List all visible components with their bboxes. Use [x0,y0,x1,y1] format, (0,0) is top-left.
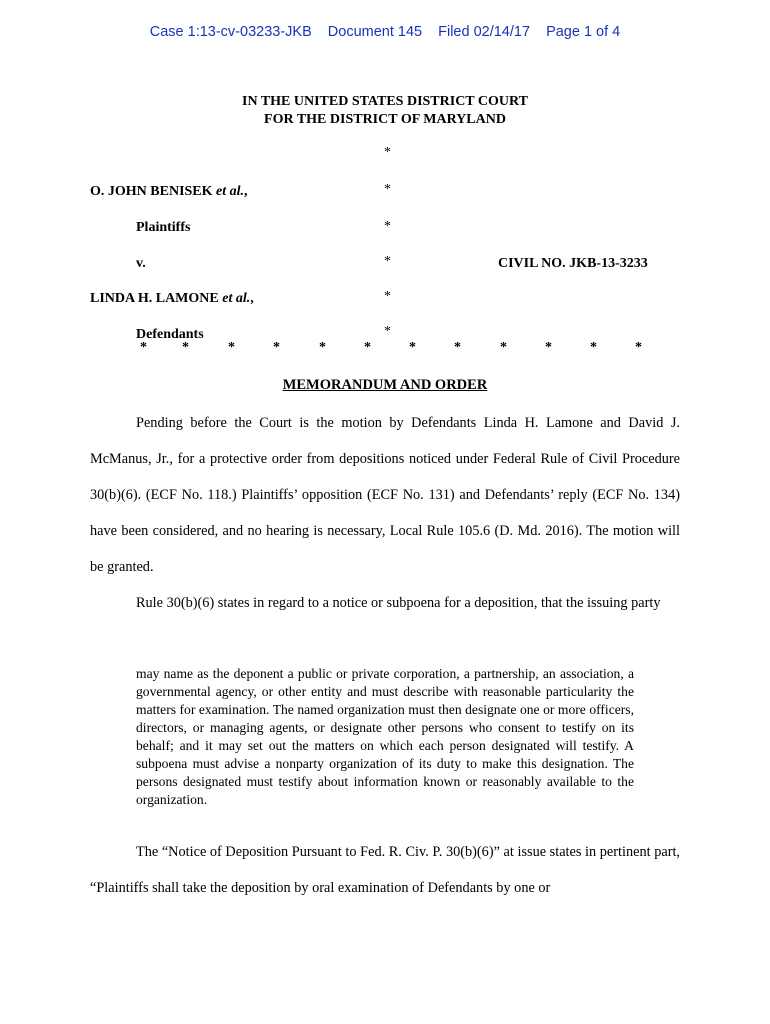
paragraph-1-text: Pending before the Court is the motion by Defendants Linda H. Lamone and David J. McManus, Jr., for a protective order from depositions noticed under Federal Rule of Civil Procedure 30(b)(6). (ECF No. 118.) Plaintiffs’ opposition (ECF No. 131) and Defendants’ reply (ECF No. 134) have been considered, and no hearing is necessary, Local Rule 105.6 (D. Md. 2016). The motion will be granted. [90,415,680,575]
case-number: Case 1:13-cv-03233-JKB [149,24,312,40]
caption-star: * [384,219,391,234]
page-number: Page 1 of 4 [546,24,621,40]
divider-star: * [635,340,642,355]
plaintiff-trail: , [244,184,248,199]
caption-star: * [384,289,391,304]
filed-date: Filed 02/14/17 [438,24,531,40]
caption-star: * [384,254,391,269]
defendant-trail: , [250,291,254,306]
divider-star: * [409,340,416,355]
divider-star: * [500,340,507,355]
divider-star: * [545,340,552,355]
court-line-1: IN THE UNITED STATES DISTRICT COURT [242,94,528,109]
defendant-name: LINDA H. LAMONE [90,291,219,306]
divider-star: * [590,340,597,355]
paragraph-1 [90,405,680,585]
caption-divider-stars [90,340,680,362]
divider-star: * [228,340,235,355]
plaintiff-name: O. JOHN BENISEK [90,184,213,199]
paragraph-2 [90,585,680,621]
civil-number: CIVIL NO. JKB-13-3233 [498,256,648,271]
court-line-2: FOR THE DISTRICT OF MARYLAND [264,112,506,127]
versus-label: v. [136,256,146,271]
defendant-etal: et al. [222,291,251,306]
paragraph-2-text: Rule 30(b)(6) states in regard to a notice or subpoena for a deposition, that the issuing party [136,595,661,611]
ecf-header [0,24,770,40]
court-heading [0,93,770,129]
paragraph-3-text: The “Notice of Deposition Pursuant to Fed. R. Civ. P. 30(b)(6)” at issue states in pertinent part, “Plaintiffs shall take the deposition by oral examination of Defendants by one or [90,844,680,896]
plaintiff-party [90,183,248,201]
plaintiffs-label: Plaintiffs [136,220,191,235]
caption-star: * [384,145,391,160]
divider-star: * [364,340,371,355]
document-number: Document 145 [327,24,423,40]
caption-star: * [384,324,391,339]
divider-star: * [319,340,326,355]
divider-star: * [454,340,461,355]
defendants-label: Defendants [136,327,204,342]
divider-star: * [273,340,280,355]
block-quote: may name as the deponent a public or private corporation, a partnership, an association, a governmental agency, or other entity and must describe with reasonable particularity the matters for examination. The named organization must then designate one or more officers, directors, or managing agents, or designate other persons who consent to testify on its behalf; and it may set out the matters on which each person designated will testify. A subpoena must advise a nonparty organization of its duty to make this designation. The persons designated must testify about information known or reasonably available to the organization. [136,666,634,807]
caption-star: * [384,182,391,197]
divider-star: * [140,340,147,355]
document-title: MEMORANDUM AND ORDER [282,377,488,393]
defendant-party [90,290,254,308]
paragraph-3 [90,834,680,906]
divider-star: * [182,340,189,355]
plaintiff-etal: et al. [216,184,245,199]
